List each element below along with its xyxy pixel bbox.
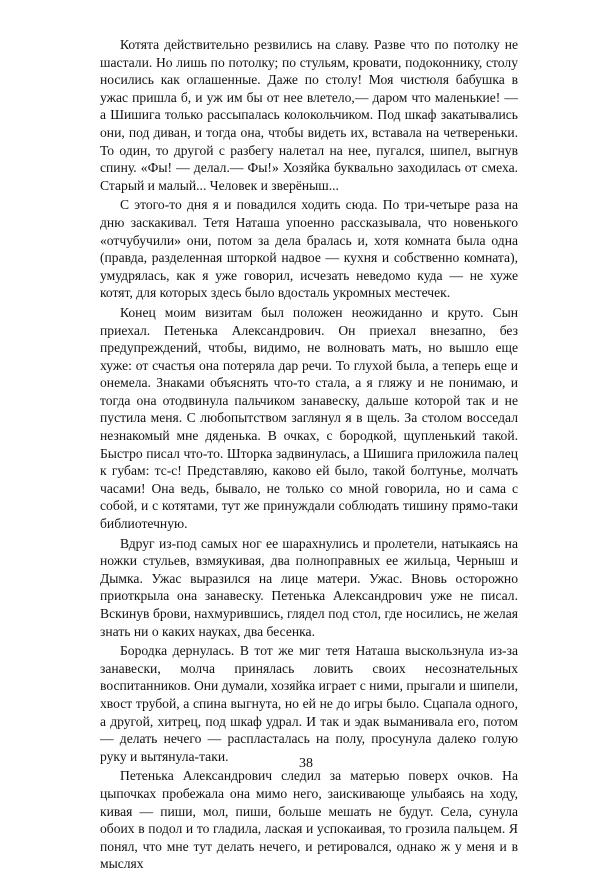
page-number: 38 [299, 756, 313, 771]
paragraph-6: Петенька Александрович следил за матерью поверх очков. На цыпочках пробежала она мимо него, заискивающе улыбаясь на ходу, кивая — пиши, мол, пиши, больше мешать не будут. Села, сунула обоих в подол и то гладила, лаская и успокаивая, то грозила пальцем. Я понял, что мне тут делать нечего, и ретировался, однако ж у меня и в мыслях [100, 768, 518, 872]
page-text [100, 36, 518, 875]
paragraph-2: С этого-то дня я и повадился ходить сюда. По три-четыре раза на дню заскакивал. Тетя Наташа упоенно рассказывала, что новенького «отчубучили» они, потом за дела бралась и, хотя комната была одна (правда, разделенная шторкой надвое — кухня и собственно комната), умудрялась, как я уже говорил, исчезать неведомо куда — не хуже котят, для которых здесь было вдосталь укромных местечек. [100, 197, 518, 301]
paragraph-1: Котята действительно резвились на славу. Разве что по потолку не шастали. Но лишь по потолку; по стульям, кровати, подоконнику, столу носились как оглашенные. Даже по столу! Моя чистюля бабушка в ужас пришла б, и уж им бы от нее влетело,— даром что маленькие! — а Шишига только рассыпалась колокольчиком. Под шкаф закатывались они, под диван, и тогда она, чтобы видеть их, вставала на четвереньки. То один, то другой с разбегу налетал на нее, пугался, шипел, выгнув спину. «Фы! — делал.— Фы!» Хозяйка буквально заходилась от смеха. Старый и малый... Человек и зверёныш... [100, 37, 518, 193]
paragraph-3: Конец моим визитам был положен неожиданно и круто. Сын приехал. Петенька Александрович. Он приехал внезапно, без предупреждений, чтобы, видимо, не волновать мать, но вышло еще хуже: от счастья она потеряла дар речи. То глухой была, а теперь еще и онемела. Знаками объяснять что-то стала, а я гляжу и не понимаю, и тогда она отодвинула пальчиком занавеску, дальше которой так и не пустила меня. С любопытством заглянул я в щель. За столом восседал незнакомый мне дяденька. В очках, с бородкой, щупленький такой. Быстро писал что-то. Шторка задвинулась, а Шишига приложила палец к губам: тс-с! Представляю, каково ей было, такой болтунье, молчать часами! Она ведь, бывало, не только со мной говорила, но и сама с собой, и с котятами, тут же принуждали соблюдать тишину прямо-таки библиотечную. [100, 304, 518, 532]
paragraph-4: Вдруг из-под самых ног ее шарахнулись и пролетели, натыкаясь на ножки стульев, взмяукивая, два полноправных ее жильца, Черныш и Дымка. Ужас выразился на лице матери. Ужас. Вновь осторожно приоткрыла она занавеску. Петенька Александрович уже не писал. Вскинув брови, нахмурившись, глядел под стол, где носились, не желая знать ни о каких науках, два бесенка. [100, 535, 518, 639]
paragraph-5: Бородка дернулась. В тот же миг тетя Наташа выскользнула из-за занавески, молча принялась ловить своих несознательных воспитанников. Они думали, хозяйка играет с ними, прыгали и шипели, хвост трубой, а спина выгнута, но ей не до игры было. Сцапала одного, а другой, хитрец, под шкаф удрал. И так и эдак выманивала его, потом — делать нечего — распласталась на полу, просунула далеко голую руку и вытянула-таки. [100, 643, 518, 764]
